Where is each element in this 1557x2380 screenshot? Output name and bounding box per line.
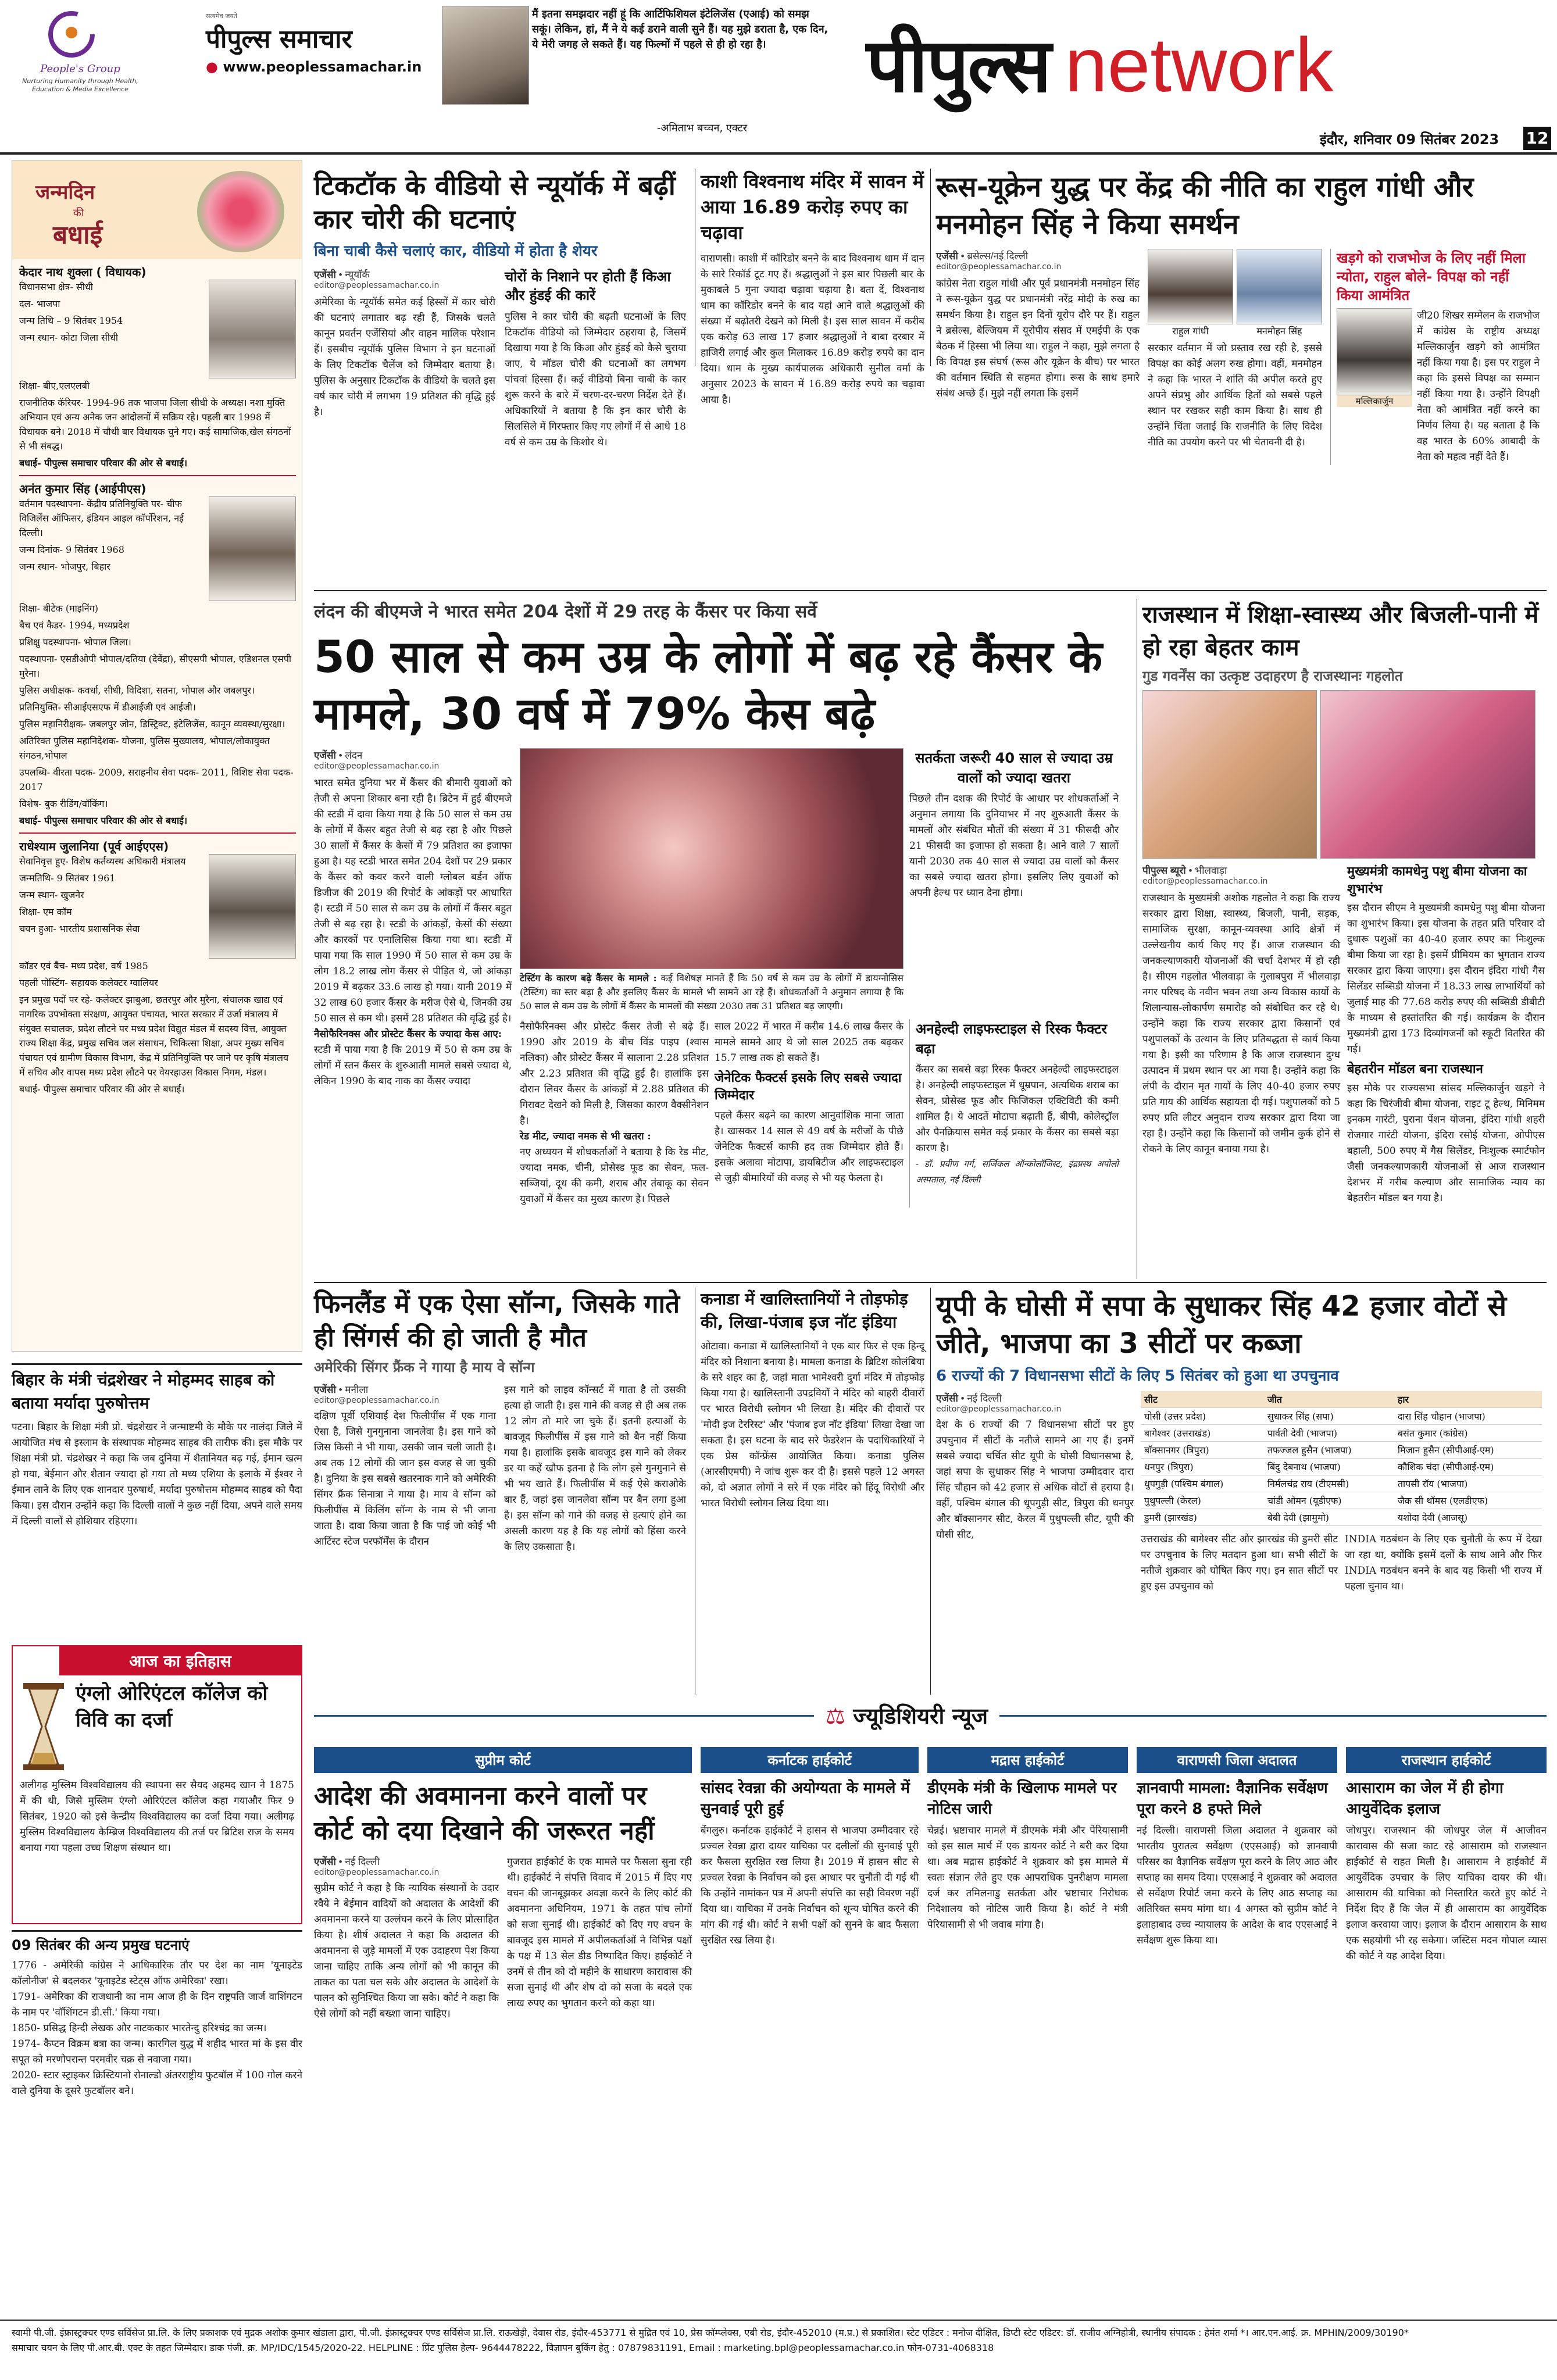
table-row: घोसी (उत्तर प्रदेश) सुधाकर सिंह (सपा) दारा सिंह चौहान (भाजपा) <box>1141 1408 1542 1425</box>
rajasthan-event-photo-1 <box>1142 690 1317 859</box>
ghosi-body-2: उत्तराखंड की बागेश्वर सीट और झारखंड की डुमरी सीट पर उपचुनाव के लिए मतदान हुआ था। सभी सीटों के नतीजे शुक्रवार को घोषित किए गए। इन सात सीटों पर हुए इस उपचुनाव को <box>1141 1534 1338 1592</box>
finland-body-2: इस गाने को लाइव कॉन्सर्ट में गाता है तो उसकी हत्या हो जाती है। इस गाने की वजह से ही अब तक 12 लोग तो मारे जा चुके हैं। इतनी हत्याओं के बावजूद फिलीपींस में इस गाने को बैन नहीं किया गया है। हालांकि इसके बावजूद इस गाने को लेकर डर या कहें खौफ इतना है कि लोग इसे गुनगुनाने से भी भय खाते हैं। फिलीपींस में कई ऐसे कराओके बार हैं, जहां इस जानलेवा सॉन्ग पर बैन लगा हुआ है। इस सॉन्ग को गाने की वजह से हत्याएं होने का असली कारण यह है कि यह लोगों को हिंसा करने के लिए उकसाता है। <box>504 1384 686 1553</box>
ghosi-story <box>936 1288 1547 1706</box>
amitabh-bachchan-photo <box>442 6 529 105</box>
cancer-story <box>314 599 1128 1256</box>
history-tag: आज का इतिहास <box>59 1646 301 1675</box>
finland-headline: फिनलैंड में एक ऐसा सॉन्ग, जिसके गाते ही सिंगर्स की हो जाती है मौत <box>314 1289 680 1353</box>
rajasthan-hc-story <box>1346 1747 1547 2247</box>
supreme-court-story <box>314 1747 692 2247</box>
quote-text: मैं इतना समझदार नहीं हूं कि आर्टिफिशियल इंटेलिजेंस (एआई) को समझ सकूं। लेकिन, हां, मैं ने ये कई डराने वाली सुने हैं। यह मुझे डराता है, एक दिन, ये मेरी जगह ले सकते हैं। यह फिल्मों में पहले से ही हो रहा है। <box>532 8 829 51</box>
kharge-body: जी20 शिखर सम्मेलन के राजभोज में कांग्रेस के राष्ट्रीय अध्यक्ष मल्लिकार्जुन खड़गे को आमंत्रित नहीं किया गया है। इस पर राहुल ने कहा कि इससे विपक्ष का सम्मान नहीं किया गया है। उन्होंने विपक्षी नेता को आमंत्रित नहीं करने का निर्णय लिया है। यह बताता है कि वह भारत के 60% आबादी के नेता को महत्व नहीं देते हैं। <box>1417 310 1540 463</box>
birthday-bio-2-cont: शिक्षा- बीटेक (माइनिंग) बैच एवं कैडर- 1994, मध्यप्रदेश प्रशिक्षु पदस्थापना- भोपाल जिला। पदस्थापना- एसडीओपी भोपाल/दतिया (देवेंद्रा), सीएसपी भोपाल, एडिशनल एसपी मुरैना। पुलिस अधीक्षक- कवर्धा, सीधी, विदिशा, सतना, भोपाल और जबलपुर। प्रतिनियुक्ति- सीआईएसएफ में डीआईजी एवं आईजी। पुलिस महानिरीक्षक- जबलपुर जोन, डिस्ट्रिक्ट, इंटेलिजेंस, कानून व्यवस्था/सुरक्षा। अतिरिक्त पुलिस महानिदेशक- योजना, पुलिस मुख्यालय, भोपाल/लोकायुक्त संगठन,भोपाल उपलब्धि- वीरता पदक- 2009, सराहनीय सेवा पदक- 2011, विशिष्ट सेवा पदक- 2017 विशेष- बुक रीडिंग/वॉकिंग। बधाई- पीपुल्स समाचार परिवार की ओर से बधाई। <box>19 603 294 826</box>
karnataka-hc-body: बेंगलुरु। कर्नाटक हाईकोर्ट ने हासन से भाजपा उम्मीदवार रहे प्रज्वल रेवन्ना द्वारा दायर याचिका पर दलीलों की सुनवाई पूरी कर फैसला सुरक्षित रख लिया है। 2019 में हासन सीट से प्रज्वल रेवन्ना के निर्वाचन को इस आधार पर चुनौती दी गई थी कि उन्होंने नामांकन पत्र में अपनी संपत्ति का सही विवरण नहीं दिया था। याचिका में उनके निर्वाचन को शून्य घोषित करने की मांग की गई थी। कोर्ट ने सभी पक्षों को सुनने के बाद फैसला सुरक्षित रख लिया है। <box>701 1825 919 1946</box>
section-title-hindi: पीपुल्स <box>866 23 1051 109</box>
masthead-divider <box>0 152 1557 155</box>
rahul-photo-caption: राहुल गांधी <box>1172 326 1209 337</box>
ghosi-body-3: INDIA गठबंधन के लिए एक चुनौती के रूप में देखा जा रहा था, क्योंकि इसमें दलों के साथ आने और फिर INDIA गठबंधन बनने के बाद यह किसी भी राज्य में पहला चुनाव था। <box>1345 1534 1542 1592</box>
birthday-panel <box>12 160 302 1352</box>
rahul-story <box>936 169 1547 587</box>
cancer-body-3: साल 2022 में भारत में करीब 14.6 लाख कैंसर के मामले सामने आए थे जो साल 2025 तक बढ़कर 15.7 लाख तक हो सकते हैं। <box>715 1021 904 1064</box>
supreme-court-byline: एजेंसी • नई दिल्ली <box>314 1856 380 1867</box>
varanasi-court-headline: ज्ञानवापी मामला: वैज्ञानिक सर्वेक्षण पूरा करने 8 हफ्ते मिले <box>1137 1779 1328 1818</box>
cancer-cells-image <box>520 748 904 969</box>
birthday-name-2: अनंत कुमार सिंह (आईपीएस) <box>19 482 147 496</box>
rajasthan-hc-headline: आसाराम का जेल में ही होगा आयुर्वेदिक इलाज <box>1346 1779 1504 1818</box>
kashi-body: वाराणसी। काशी में कॉरिडोर बनने के बाद विश्वनाथ धाम में दान के सारे रिकॉर्ड टूट गए हैं। श्रद्धालुओं ने इस बार पिछली बार के मुकाबले 5 गुना ज्यादा चढ़ावा चढ़ाया है। बता दें, विश्वनाथ धाम का कॉरिडोर बनने के बाद यहां आने वाले श्रद्धालुओं की संख्या में बढ़ोतरी देखने को मिली है। इस साल सावन में करीब एक करोड़ 63 लाख 17 हजार श्रद्धालुओं ने बाबा दरबार में हाजिरी लगाई और कुल मिलाकर 16.89 करोड़ रुपये का दान दिया। धाम के मुख्य कार्यपालक अधिकारी सुनील वर्मा के अनुसार 2023 के सावन में 16.89 करोड़ रुपये का चढ़ावा आया है। <box>701 253 924 406</box>
rajasthan-story <box>1142 599 1549 1279</box>
history-list-title: 09 सितंबर की अन्य प्रमुख घटनाएं <box>12 1930 302 1954</box>
history-box <box>12 1645 302 1924</box>
lifestyle-box-headline: अनहेल्दी लाइफस्टाइल से रिस्क फैक्टर बढ़ा <box>916 1021 1108 1057</box>
bypoll-results-table <box>1141 1391 1542 1526</box>
varanasi-court-story <box>1137 1747 1337 2247</box>
table-row: धनपुर (त्रिपुरा) बिंदु देबनाथ (भाजपा) कौशिक चंदा (सीपीआई-एम) <box>1141 1459 1542 1475</box>
history-event-5: 2020- स्टार स्ट्राइकर क्रिस्टियानो रोनाल्डो अंतरराष्ट्रीय फुटबॉल में 100 गोल करने वाले दुनिया के दूसरे फुटबॉलर बने। <box>12 2070 302 2097</box>
supreme-court-body-1: सुप्रीम कोर्ट ने कहा है कि न्यायिक संस्थानों के उदार रवैये ने बेईमान वादियों को अदालत के आदेशों की अवमानना करने या उल्लंघन करने के लिए प्रोत्साहित किया है। शीर्ष अदालत ने कहा कि अदालत की अवमानना से जुड़े मामलों में एक उदाहरण पेश किया जाना चाहिए ताकि अन्य लोगों को भी कानून की ताकत का पता चल सके और अदालत के आदेशों के पालन को सुनिश्चित किया जा सके। कोर्ट ने कहा कि ऐसे लोगों को नहीं बख्शा जाना चाहिए। <box>314 1882 499 2020</box>
footer-divider <box>0 2320 1557 2321</box>
cancer-body-2b: नए अध्ययन में शोधकर्ताओं ने बताया है कि रेड मीट, ज्यादा नमक, चीनी, प्रोसेस्ड फूड का सेवन, फल-सब्जियां, दूध की कमी, शराब और तंबाकू का सेवन युवाओं में कैंसर का मुख्य कारण है। पिछले <box>520 1146 709 1205</box>
history-headline: एंग्लो ओरिएंटल कॉलेज को विवि का दर्जा <box>76 1682 268 1732</box>
rahul-gandhi-photo <box>1148 249 1233 324</box>
section-title-english: network <box>1065 22 1334 108</box>
tiktok-email[interactable]: editor@peoplessamachar.co.in <box>314 281 440 290</box>
table-row: धुपगुड़ी (पश्चिम बंगाल) निर्मलचंद्र राय (टीएमसी) तापसी रॉय (भाजपा) <box>1141 1475 1542 1492</box>
lifestyle-box-body: कैंसर का सबसे बड़ा रिस्क फैक्टर अनहेल्दी लाइफस्टाइल है। अनहेल्दी लाइफस्टाइल में धूम्रपान, अत्यधिक शराब का सेवन, प्रोसेस्ड फूड और फिजिकल एक्टिविटी की कमी शामिल है। ये आदतें मोटापा बढ़ाती हैं, बीपी, कोलेस्ट्रॉल और पैनक्रियास समेत कई प्रकार के कैंसर का सबसे बड़ा कारण है। <box>916 1064 1119 1154</box>
paper-logo-block <box>163 12 442 110</box>
kashi-story <box>701 169 924 576</box>
kharge-photo <box>1337 308 1412 395</box>
section-divider <box>314 590 1547 591</box>
website[interactable]: ● www.peoplessamachar.in <box>206 59 422 75</box>
flower-bouquet-icon <box>197 171 284 252</box>
model-state-headline: बेहतरीन मॉडल बना राजस्थान <box>1347 1062 1483 1077</box>
madras-hc-headline: डीएमके मंत्री के खिलाफ मामले पर नोटिस जारी <box>927 1779 1117 1818</box>
bihar-story <box>12 1363 302 1642</box>
tiktok-headline: टिकटॉक के वीडियो से न्यूयॉर्क में बढ़ीं कार चोरी की घटनाएं <box>314 170 676 235</box>
birthday-bio-3: सेवानिवृत्त हुए- विशेष कर्तव्यस्थ अधिकारी मंत्रालय जन्मतिथि- 9 सितंबर 1961 जन्म स्थान- खुजनेर शिक्षा- एम कॉम चयन हुआ- भारतीय प्रशासनिक सेवा <box>19 856 186 934</box>
varanasi-court-tab: वाराणसी जिला अदालत <box>1137 1747 1337 1773</box>
tiktok-byline: एजेंसी • न्यूयॉर्क <box>314 269 370 280</box>
kamdhenu-body: इस दौरान सीएम ने मुख्यमंत्री कामधेनु पशु बीमा योजना का शुभारंभ किया। इस योजना के तहत प्रति परिवार दो दुधारू पशुओं का 40-40 हजार रुपए का निःशुल्क बीमा किया जा रहा है। इसमें प्रीमियम का भुगतान राज्य सरकार द्वारा किया जाएगा। इस दौरान इंदिरा गांधी गैस सिलेंडर सब्सिडी योजना में 18.33 लाख लाभार्थियों को जुलाई माह की 77.68 करोड़ रुपए की सब्सिडी डीबीटी के माध्यम से हस्तांतरित की गई। कार्यक्रम के दौरान मुख्यमंत्री द्वारा 173 दिव्यांगजनों को स्कूटी वितरित की गई। <box>1347 902 1545 1055</box>
table-row: डुमरी (झारखंड) बेबी देवी (झामुमो) यशोदा देवी (आजसू) <box>1141 1509 1542 1526</box>
group-name: People's Group <box>40 63 120 75</box>
madras-hc-tab: मद्रास हाईकोर्ट <box>927 1747 1128 1773</box>
birthday-bio-3-cont: कॉडर एवं बैच- मध्य प्रदेश, वर्ष 1985 पहली पोस्टिंग- सहायक कलेक्टर ग्वालियर इन प्रमुख पदों पर रहे- कलेक्टर झाबुआ, छतरपुर और मुरैना, संचालक खाद्य एवं नागरिक उपभोक्ता संरक्षण, आयुक्त पंचायत, भारत सरकार में उर्जा मंत्रालय में संयुक्त सचालक, प्रदेश लौटने पर मध्य प्रदेश विद्युत मंडल में सदस्य वित्त, आयुक्त राज्य शिक्षा केंद्र, प्रमुख सचिव जल संसाधन, चिकित्सा शिक्षा, अपर मुख्य सचिव पंचायत एवं ग्रामीण विकास विभाग, केंद्र में प्रतिनियुक्ति पर जाने पर कृषि मंत्रालय में सचिव और वापस मध्य प्रदेश लौटने पर वेयरहाउस विकास निगम, मंडल। बधाई- पीपुल्स समाचार परिवार की ओर से बधाई। <box>19 960 289 1095</box>
rajasthan-deck: गुड गवर्नेंस का उत्कृष्ट उदाहरण है राजस्थानः गहलोत <box>1142 668 1403 684</box>
ghosi-body-1: देश के 6 राज्यों की 7 विधानसभा सीटों पर हुए उपचुनाव में सीटों के नतीजे सामने आ गए हैं। इनमें सबसे ज्यादा चर्चित सीट यूपी के घोसी विधानसभा है, जहां सपा के सुधाकर सिंह ने भाजपा उम्मीदवार दारा सिंह चौहान को 42 हजार से अधिक वोटों से हराया है। वहीं, पश्चिम बंगाल की धूपगुड़ी सीट, त्रिपुरा की धनपुर और बॉक्सानगर सीट, केरल में पुथुपल्ली सीट, यूपी की घोसी सीट, <box>936 1419 1134 1541</box>
cancer-subhead-1: नैसोफैरिनक्स और प्रोस्टेट कैंसर के ज्यादा केस आए: <box>314 1028 502 1040</box>
cancer-byline: एजेंसी • लंदन <box>314 750 363 761</box>
kamdhenu-headline: मुख्यमंत्री कामधेनु पशु बीमा योजना का शुभारंभ <box>1347 864 1527 896</box>
birthday-bio-1: विधानसभा क्षेत्र- सीधी दल- भाजपा जन्म तिथि – 9 सितंबर 1954 जन्म स्थान- कोटा जिला सीधी <box>19 281 123 343</box>
birthday-bio-1-cont: शिक्षा- बीए,एलएलबी राजनीतिक कॅरियर- 1994-96 तक भाजपा जिला सीधी के अध्यक्ष। नशा मुक्ति अभियान एवं अन्य अनेक जन आंदोलनों में सक्रिय रहे। पहली बार 1998 में विधायक बने। 2018 में चौथी बार विधायक चुने गए। कई सामाजिक,खेल संगठनों से भी संबद्ध। बधाई- पीपुल्स समाचार परिवार की ओर से बधाई। <box>19 380 291 469</box>
rajasthan-headline: राजस्थान में शिक्षा-स्वास्थ्य और बिजली-पानी में हो रहा बेहतर काम <box>1142 602 1539 661</box>
history-events <box>12 1930 302 2256</box>
lifestyle-box-author: - डॉ. प्रवीण गर्ग, सर्जिकल ऑन्कोलॉजिस्ट, इंद्रप्रस्थ अपोलो अस्पताल, नई दिल्ली <box>916 1159 1119 1185</box>
tiktok-deck: बिना चाबी कैसे चलाएं कार, वीडियो में होता है शेयर <box>314 242 598 260</box>
imprint-footer <box>12 2325 1547 2372</box>
madras-hc-body: चेन्नई। भ्रष्टाचार मामले में डीएमके मंत्री और पेरियासामी को इस साल मार्च में एक डायनर कोर्ट ने बरी कर दिया था। अब मद्रास हाईकोर्ट ने शुक्रवार को इस मामले में स्वतः संज्ञान लेते हुए एक आपराधिक पुनरीक्षण मामला दर्ज कर तमिलनाडु सतर्कता और भ्रष्टाचार निरोधक निदेशालय को नोटिस जारी किया है। कोर्ट ने मंत्री पेरियासामी से भी जवाब मांगा है। <box>927 1825 1128 1931</box>
rajasthan-body: राजस्थान के मुख्यमंत्री अशोक गहलोत ने कहा कि राज्य सरकार द्वारा शिक्षा, स्वास्थ्य, बिजली, पानी, सड़क, सामाजिक सुरक्षा, कानून-व्यवस्था आदि क्षेत्रों में उल्लेखनीय कार्य किए गए हैं। आज राजस्थान की जनकल्याणकारी योजनाओं की चर्चा देशभर में हो रही है। सीएम गहलोत भीलवाड़ा के गुलाबपुरा में भीलवाड़ा नगर परिषद के नवीन भवन तथा अन्य विकास कार्यों के शिलान्यास-लोकार्पण समारोह को संबोधित कर रहे थे। उन्होंने कहा कि राज्य सरकार द्वारा किसानों एवं पशुपालकों के उत्थान के लिए प्रतिबद्धता से कार्य किया गया है। इसी का परिणाम है कि आज राजस्थान दुग्ध उत्पादन में प्रथम स्थान पर आ गया है। उन्होंने कहा कि लंपी के दौरान मृत गायों के लिए 40-40 हजार रुपए प्रति गाय की आर्थिक सहायता दी गई। पशुपालकों को 5 रुपए प्रति लीटर अनुदान राज्य सरकार द्वारा दिया जा रहा है। उन्होंने कहा कि किसानों को जमीन कुर्क होने से रोकने के लिए कानून बनाया गया है। <box>1142 892 1340 1155</box>
kashi-headline: काशी विश्वनाथ मंदिर में सावन में आया 16.89 करोड़ रुपए का चढ़ावा <box>701 170 924 244</box>
supreme-court-email[interactable]: editor@peoplessamachar.co.in <box>314 1868 440 1877</box>
history-event-4: 1974- कैप्टन विक्रम बत्रा का जन्म। कारगिल युद्ध में शहीद भारत मां के इस वीर सपूत को मरणोपरान्त परमवीर चक्र से नवाजा गया। <box>12 2038 302 2065</box>
cancer-photo-caption: टेस्टिंग के कारण बढ़े कैंसर के मामले : कई विशेषज्ञ मानते हैं कि 50 वर्ष से कम उम्र के लोगों में डायग्नोसिस (टेस्टिंग) का स्तर बढ़ा है और इसलिए कैंसर के मामले भी सामने आ रहे हैं। शोधकर्ताओं ने अनुमान लगाया है कि 50 साल से कम उम्र के लोगों में कैंसर के मामलों की संख्या 2030 तक 31 प्रतिशत बढ़ जाएगी। <box>520 973 904 1012</box>
imprint-line-2: समाचार चयन के लिए पी.आर.बी. एक्ट के तहत जिम्मेदार। डाक पंजी. क्र. MP/IDC/1545/2020-22. HELPLINE : प्रिंट पुलिस हेल्प- 9644478222, विज्ञापन बुकिंग हेतु : 07879831191, Email : marketing.bpl@peoplessamachar.co.in फोन-0731-4068318 <box>12 2342 994 2353</box>
table-row: पुथुपल्ली (केरल) चांडी ओमन (यूडीएफ) जैक सी थॉमस (एलडीएफ) <box>1141 1492 1542 1509</box>
section-masthead <box>866 12 1547 116</box>
supreme-court-body-2: गुजरात हाईकोर्ट के एक मामले पर फैसला सुना रही थी। हाईकोर्ट ने संपत्ति विवाद में 2015 में दिए गए वचन की जानबूझकर अवज्ञा करने के लिए कोर्ट की अवमानना अधिनियम, 1971 के तहत पांच लोगों को सजा सुनाई थी। हाईकोर्ट को दिए गए वचन के बावजूद इस मामले में अपीलकर्ताओं ने विभिन्न पक्षों के पक्ष में 13 सेल डीड निष्पादित किए। हाईकोर्ट ने उनमें से तीन को दो महीने के साधारण कारावास की सजा सुनाई थी और शेष दो को सजा के बदले एक लाख रुपए का भुगतान करने को कहा था। <box>507 1856 692 2009</box>
cancer-box-body: पिछले तीन दशक की रिपोर्ट के आधार पर शोधकर्ताओं ने अनुमान लगाया कि दुनियाभर में नए शुरुआती कैंसर के मामलों और संबंधित मौतों की संख्या में 31 फीसदी और 21 फीसदी का इजाफा हो सकता है। आने वाले 7 सालों यानी 2030 तक 40 साल से ज्यादा उम्र वालों को कैंसर का सबसे ज्यादा खतरा होगा। इसलिए लिए युवाओं को अपनी हेल्थ पर ध्यान देना होगा। <box>909 793 1119 899</box>
table-row: बॉक्सानगर (त्रिपुरा) तफज्जल हुसैन (भाजपा) मिजान हुसैन (सीपीआई-एम) <box>1141 1442 1542 1459</box>
cancer-body-2: नैसोफैरिनक्स और प्रोस्टेट कैंसर तेजी से बढ़े हैं। 1990 और 2019 के बीच विंड पाइप (श्वास नलिका) और प्रोस्टेट कैंसर में सालाना 2.28 प्रतिशत और 2.23 प्रतिशत की वृद्धि हुई है। हालांकि इस दौरान लिवर कैंसर के आंकड़ों में 2.88 प्रतिशत की गिरावट देखने को मिली है, जिसका कारण वैक्सीनेशन है। <box>520 1021 709 1127</box>
cancer-body-3b: पहले कैंसर बढ़ने का कारण आनुवांशिक माना जाता है। खासकर 14 साल से 49 वर्ष के मरीजों के पीछे जेनेटिक फैक्टर्स काफी हद तक जिम्मेदार होते हैं। इसके अलावा मोटापा, डायबिटीज और लाइफस्टाइल से जुड़ी बीमारियों की वजह से भी यह फैलता है। <box>715 1110 904 1184</box>
cancer-body-1: भारत समेत दुनिया भर में कैंसर की बीमारी युवाओं को तेजी से अपना शिकार बना रही है। ब्रिटेन में हुई बीएमजे की स्टडी में दावा किया गया है कि 50 साल से कम उम्र के लोगों में कैंसर बहुत तेजी से बढ़ रहा है और पिछले 30 सालों में कैंसर के केसों में 79 प्रतिशत का इजाफा हुआ है। यह स्टडी भारत समेत 204 देशों पर 29 प्रकार के कैंसर को कवर करने वाली ग्लोबल बर्डन ऑफ डिजीज की 2019 की रिपोर्ट के आंकड़ों पर आधारित है। स्टडी में 50 साल से कम उम्र के लोगों में कैंसर बहुत तेजी से बढ़ रहा है। स्टडी के आंकड़ों, केसों की संख्या और कारकों पर एनालिसिस किया गया था। स्टडी में पाया गया कि साल 1990 में 50 साल से कम उम्र के लोग 18.2 लाख लोग कैंसर से पीड़ित थे, जो आंकड़ा 2019 में बढ़कर 33.6 लाख हो गया। यानी 2019 में 32 लाख 60 हजार कैंसर के मरीज ऐसे थे, जिनकी उम्र 50 साल से कम थी। इसमें 28 प्रतिशत की वृद्धि हुई है। <box>314 777 512 1024</box>
page-number: 12 <box>1523 127 1551 150</box>
rajasthan-email[interactable]: editor@peoplessamachar.co.in <box>1142 877 1268 886</box>
karnataka-hc-headline: सांसद रेवन्ना की अयोग्यता के मामले में सुनवाई पूरी हुई <box>701 1779 910 1818</box>
judiciary-title: ⚖ ज्यूडिशियरी न्यूज <box>814 1700 999 1731</box>
cancer-subhead-3: जेनेटिक फैक्टर्स इसके लिए सबसे ज्यादा जिम्मेदार <box>715 1071 902 1103</box>
manmohan-singh-photo <box>1237 249 1322 324</box>
peoples-group-emblem <box>40 8 103 60</box>
group-tagline: Nurturing Humanity through Health, Education & Media Excellence <box>22 77 138 93</box>
canada-headline: कनाडा में खालिस्तानियों ने तोड़फोड़ की, लिखा-पंजाब इज नॉट इंडिया <box>701 1289 908 1332</box>
ghosi-headline: यूपी के घोसी में सपा के सुधाकर सिंह 42 हजार वोटों से जीते, भाजपा का 3 सीटों पर कब्जा <box>936 1290 1507 1360</box>
cancer-kicker: लंदन की बीएमजे ने भारत समेत 204 देशों में 29 तरह के कैंसर पर किया सर्वे <box>314 602 817 622</box>
quote-block <box>532 7 831 94</box>
canada-body: ओटावा। कनाडा में खालिस्तानियों ने एक बार फिर से एक हिन्दू मंदिर को निशाना बनाया है। मामला कनाडा के ब्रिटिश कोलंबिया के सरे शहर का है, जहां माता भामेश्वरी दुर्गा मंदिर में तोड़फोड़ किया गया है। खालिस्तानी उपद्रवियों ने मंदिर को बाहरी दीवारों पर भारत विरोधी स्लोगन भी लिखा है। मंदिर की दीवारों पर 'मोदी इज टेररिस्ट' और 'पंजाब इज नॉट इंडिया' लिखा देखा जा सकता है। इस घटना के बाद सरे फेडरेशन के पदाधिकारियों ने एक प्रेस कॉन्फ्रेंस आयोजित किया। कनाडा पुलिस (आरसीएमपी) ने जांच शुरू कर दी है। इससे पहले 12 अगस्त को, दो अज्ञात लोगों ने सरे में एक मंदिर को हिंदू विरोधी और भारत विरोधी स्लोगन लिख दिया था। <box>701 1341 924 1509</box>
paper-name: पीपुल्स समाचार <box>206 24 352 54</box>
karnataka-hc-tab: कर्नाटक हाईकोर्ट <box>701 1747 919 1773</box>
finland-story <box>314 1288 686 1706</box>
rajasthan-hc-tab: राजस्थान हाईकोर्ट <box>1346 1747 1547 1773</box>
table-header-row: सीट जीत हार <box>1141 1391 1542 1408</box>
bihar-body: पटना। बिहार के शिक्षा मंत्री प्रो. चंद्रशेखर ने जन्माष्टमी के मौके पर नालंदा जिले में आयोजित मंच से इस्लाम के संस्थापक मोहम्मद साहब की तारीफ की। इस मौके पर शिक्षा मंत्री प्रो. चंद्रशेखर ने कहा कि जब दुनिया में शैतानियत बढ़ गई, ईमान खत्म हो गया, बेईमान और शैतान ज्यादा हो गया तो मध्य एशिया के इलाके में ईश्वर ने ईमान लाने के लिए एक शानदार पुरुषार्थ, मर्यादा पुरुषोत्तम मोहम्मद साहब को पैदा किया। इस दौरान उन्होंने कहा कि दिल्ली वालों ने कुछ नहीं दिया, अपने वाले समय में दिल्ली वालों से होशियार रहिएगा। <box>12 1421 302 1527</box>
dateline: इंदौर, शनिवार 09 सितंबर 2023 <box>1320 131 1499 148</box>
finland-byline: एजेंसी • मनीला <box>314 1384 369 1395</box>
kedarnath-shukla-photo <box>209 280 296 378</box>
birthday-bio-2: वर्तमान पदस्थापना- केंद्रीय प्रतिनियुक्ति पर- चीफ विजिलेंस ऑफिसर, इंडियन आइल कॉर्पोरेशन, नई दिल्ली। जन्म दिनांक- 9 सितंबर 1968 जन्म स्थान- भोजपुर, बिहार <box>19 498 184 572</box>
model-state-body: इस मौके पर राज्यसभा सांसद मल्लिकार्जुन खड़गे ने कहा कि चिरंजीवी बीमा योजना, राइट टू हेल्थ, मिनिमम इनकम गारंटी, पुराना पेंशन योजना, इंदिरा गांधी शहरी रोजगार गारंटी योजना, इंदिरा रसोई योजना, ओपीएस बहाली, 500 रुपए में गैस सिलेंडर, निःशुल्क स्मार्टफोन जैसी जनकल्याणकारी योजनाओं से आज राजस्थान देशभर में गरीब कल्याण और सामाजिक न्याय का बेहतरीन मॉडल बन गया है। <box>1347 1082 1545 1204</box>
madras-hc-story <box>927 1747 1128 2247</box>
tiktok-body-2: पुलिस ने कार चोरी की बढ़ती घटनाओं के लिए टिकटॉक वीडियो को जिम्मेदार ठहराया है, जिसमें दिखाया गया है कि किआ और हुंडई को कैसे चुराया जाए, ये मॉडल चोरी की घटनाओं का लगभग पांचवां हिस्सा हैं। कई वीडियो बिना चाबी के कार शुरू करने के बारे में चरण-दर-चरण निर्देश देते हैं। अधिकारियों ने बताया है कि इन कार चोरी के सिलसिले में गिरफ्तार किए गए लोगों में से आधे 18 वर्ष से कम उम्र के किशोर थे। <box>505 311 686 448</box>
birthday-title-connector: की <box>73 207 84 219</box>
finland-deck: अमेरिकी सिंगर फ्रैंक ने गाया है माय वे सॉन्ग <box>314 1359 535 1375</box>
quote-author: -अमिताभ बच्चन, एक्टर <box>657 122 748 134</box>
finland-body-1: दक्षिण पूर्वी एशियाई देश फिलीपींस में एक गाना ऐसा है, जिसे गुनगुनाना जानलेवा है। इस गाने को जिस किसी ने भी गाया, उसकी जान चली जाती है। अब तक 12 लोगों की जान इस वजह से जा चुकी है। दुनिया के इस सबसे खतरनाक गाने को अमेरिकी सिंगर फ्रैंक सिनात्रा ने गाया है। माय वे सॉन्ग को फिलीपींस में किलिंग सॉन्ग के नाम से भी जाना जाता है। दावा किया जाता है कि पाई जो कोई भी आर्टिस्ट स्टेज परफॉर्मेंस के दौरान <box>314 1410 496 1548</box>
cancer-email[interactable]: editor@peoplessamachar.co.in <box>314 762 440 771</box>
column-divider <box>930 169 931 366</box>
supreme-court-headline: आदेश की अवमानना करने वालों पर कोर्ट को दया दिखाने की जरूरत नहीं <box>314 1781 655 1846</box>
section-divider <box>314 1282 1547 1283</box>
birthday-name-3: राधेश्याम जुलानिया (पूर्व आईएएस) <box>19 839 169 853</box>
history-event-2: 1791- अमेरिका की राजधानी का नाम आज ही के दिन राष्ट्रपति जार्ज वाशिंगटन के नाम पर 'वॉशिंगटन डी.सी.' किया गया। <box>12 1991 302 2018</box>
supreme-court-tab: सुप्रीम कोर्ट <box>314 1747 692 1773</box>
cancer-box-headline: सतर्कता जरूरी 40 साल से ज्यादा उम्र वालों को ज्यादा खतरा <box>915 750 1113 786</box>
judiciary-banner <box>314 1703 1547 1744</box>
canada-story <box>701 1288 924 1706</box>
ghosi-byline: एजेंसी • नई दिल्ली <box>936 1393 1002 1404</box>
kharge-caption: मल्लिकार्जुन <box>1337 395 1412 407</box>
birthday-title: जन्मदिन <box>35 181 95 204</box>
ghosi-email[interactable]: editor@peoplessamachar.co.in <box>936 1405 1062 1414</box>
rajasthan-byline: पीपुल्स ब्यूरो • भीलवाड़ा <box>1142 865 1227 876</box>
cancer-headline: 50 साल से कम उम्र के लोगों में बढ़ रहे कैंसर के मामले, 30 वर्ष में 79% केस बढ़े <box>314 631 1103 739</box>
tiktok-body-1: अमेरिका के न्यूयॉर्क समेत कई हिस्सों में कार चोरी की घटनाएं लगातार बढ़ रही हैं, जिसके चलते कानून प्रवर्तन एजेंसियां और वाहन मालिक परेशान हैं। इसबीच न्यूयॉर्क पुलिस विभाग ने इन घटनाओं के लिए टिकटॉक चैलेंज को जिम्मेदार बताया है। पुलिस के अनुसार टिकटॉक के वीडियो के चलते इस वर्ष कार चोरी में लगभग 19 प्रतिशत की वृद्धि हुई है। <box>314 296 495 418</box>
cancer-body-1b: स्टडी में पाया गया है कि 2019 में 50 से कम उम्र के लोगों में स्तन कैंसर के शुरुआती मामले सबसे ज्यादा थे, लेकिन 1990 के बाद नाक का कैंसर ज्यादा <box>314 1044 512 1087</box>
rahul-byline: एजेंसी • ब्रसेल्स/नई दिल्ली <box>936 251 1029 262</box>
ghosi-deck: 6 राज्यों की 7 विधानसभा सीटों के लिए 5 सितंबर को हुआ था उपचुनाव <box>936 1367 1339 1385</box>
rahul-email[interactable]: editor@peoplessamachar.co.in <box>936 262 1062 271</box>
kharge-headline: खड़गे को राजभोज के लिए नहीं मिला न्योता, राहुल बोले- विपक्ष को नहीं किया आमंत्रित <box>1337 250 1526 303</box>
rahul-body-1: कांग्रेस नेता राहुल गांधी और पूर्व प्रधानमंत्री मनमोहन सिंह ने रूस-यूक्रेन युद्ध पर प्रधानमंत्री नरेंद्र मोदी के रुख का समर्थन किया है। राहुल इन दिनों यूरोप दौरे पर हैं। राहुल ने ब्रसेल्स, बेल्जियम में यूरोपीय संसद में एमईपी के एक बैठक में हिस्सा भी लिया था। राहुल ने कहा, मुझे लगता है कि विपक्ष इस संघर्ष (रूस और यूक्रेन के बीच) पर भारत की वर्तमान स्थिति से सहमत होगा। रूस के साथ हमारे संबंध अच्छे हैं। मुझे नहीं लगता कि इसमें <box>936 278 1140 399</box>
column-divider <box>930 1288 931 1695</box>
bihar-headline: बिहार के मंत्री चंद्रशेखर ने मोहम्मद साहब को बताया मर्यादा पुरुषोत्तम <box>12 1370 275 1413</box>
rahul-body-2: सरकार वर्तमान में जो प्रस्ताव रख रही है, इससे विपक्ष का कोई अलग रुख होगा। वहीं, मनमोहन ने कहा कि भारत ने शांति की अपील करते हुए अपने संप्रभु और आर्थिक हितों को सबसे पहले स्थान पर रखकर सही काम किया है। साथ ही उन्होंने चिंता जताई कि राजनीति के लिए विदेश नीति का उपयोग करने पर भी चेतावनी दी है। <box>1148 342 1322 448</box>
birthday-name-1: केदार नाथ शुक्ला ( विधायक) <box>19 265 147 279</box>
rahul-headline: रूस-यूक्रेन युद्ध पर केंद्र की नीति का राहुल गांधी और मनमोहन सिंह ने किया समर्थन <box>936 171 1474 241</box>
peoples-group-logo <box>10 8 150 113</box>
birthday-header <box>12 160 302 259</box>
brand-tagline: सत्यमेव जयते <box>206 12 238 20</box>
table-row: बागेश्वर (उत्तराखंड) पार्वती देवी (भाजपा) बसंत कुमार (कांग्रेस) <box>1141 1425 1542 1442</box>
birthday-title-main: बधाई <box>53 220 103 250</box>
anant-kumar-singh-photo <box>209 496 296 601</box>
history-event-3: 1850- प्रसिद्ध हिन्दी लेखक और नाटककार भारतेन्दु हरिश्चंद्र का जन्म। <box>12 2022 267 2034</box>
radheshyam-julaniya-photo <box>209 854 296 959</box>
tiktok-sidehead: चोरों के निशाने पर होती हैं किआ और हुंडई की कारें <box>505 269 671 303</box>
imprint-line-1: स्वामी पी.जी. इंफ्रास्ट्रक्चर एण्ड सर्विसेज प्रा.लि. के लिए प्रकाशक एवं मुद्रक अशोक कुमार खंडाला द्वारा, पी.जी. इंफ्रास्ट्रक्चर एण्ड सर्विसेज प्रा.लि. राऊखेड़ी, देवास रोड, इंदौर-453771 से मुद्रित एवं 10, प्रेस कॉम्प्लेक्स, एबी रोड, इंदौर-452010 (म.प्र.) से प्रकाशित। स्टेट एडिटर : मनोज दीक्षित, डिप्टी स्टेट एडिटर: डॉ. राजीव अग्निहोत्री, स्थानीय संपादक : हेमंत शर्मा *। आर.एन.आई. क्र. MPHIN/2009/30190* <box>12 2327 1409 2338</box>
rajasthan-event-photo-2 <box>1320 690 1535 859</box>
varanasi-court-body: नई दिल्ली। वाराणसी जिला अदालत ने शुक्रवार को भारतीय पुरातत्व सर्वेक्षण (एएसआई) को ज्ञानवापी परिसर का वैज्ञानिक सर्वेक्षण पूरा करने के लिए आठ और सप्ताह का समय दिया। एएसआई ने शुक्रवार को अदालत से सर्वेक्षण रिपोर्ट जमा करने के लिए आठ सप्ताह का अतिरिक्त समय मांगा था। 4 अगस्त को सुप्रीम कोर्ट ने इलाहाबाद उच्च न्यायालय के आदेश के बाद एएसआई ने सर्वेक्षण शुरू किया था। <box>1137 1825 1337 1946</box>
cancer-subhead-2: रेड मीट, ज्यादा नमक से भी खतरा : <box>520 1131 651 1142</box>
history-body: अलीगढ़ मुस्लिम विश्वविद्यालय की स्थापना सर सैयद अहमद खान ने 1875 में की थी, जिसे मुस्लिम एंग्लो ओरिएंटल कॉलेज कहा गयाऔर फिर 9 सितंबर, 1920 को इसे केन्द्रीय विश्वविद्यालय का दर्जा दिया गया। अलीगढ़ मुस्लिम विश्वविद्यालय कैम्ब्रिज विश्वविद्यालय की तर्ज पर ब्रिटिश राज के समय बनाया गया पहला उच्च शिक्षण संस्थान था। <box>20 1779 294 1854</box>
rajasthan-hc-body: जोधपुर। राजस्थान की जोधपुर जेल में आजीवन कारावास की सजा काट रहे आसाराम को राजस्थान हाईकोर्ट से राहत मिली है। आसाराम ने हाईकोर्ट में आयुर्वेदिक उपचार के लिए याचिका दायर की थी। आसाराम की याचिका को निस्तारित करते हुए कोर्ट ने निर्देश दिए हैं कि जेल में ही आसाराम का आयुर्वेदिक इलाज करवाया जाए। इलाज के दौरान आसाराम के साथ एक सहयोगी भी रह सकेगा। जस्टिस मदन गोपाल व्यास की कोर्ट ने यह आदेश दिया। <box>1346 1825 1547 1962</box>
manmohan-photo-caption: मनमोहन सिंह <box>1256 326 1302 337</box>
karnataka-hc-story <box>701 1747 919 2247</box>
history-event-1: 1776 - अमेरिकी कांग्रेस ने आधिकारिक तौर पर देश का नाम 'यूनाइटेड कॉलोनीज' से बदलकर 'यूनाइटेड स्टेट्स ऑफ अमेरिका' रखा। <box>12 1960 302 1987</box>
finland-email[interactable]: editor@peoplessamachar.co.in <box>314 1396 440 1405</box>
hourglass-icon <box>17 1680 70 1773</box>
